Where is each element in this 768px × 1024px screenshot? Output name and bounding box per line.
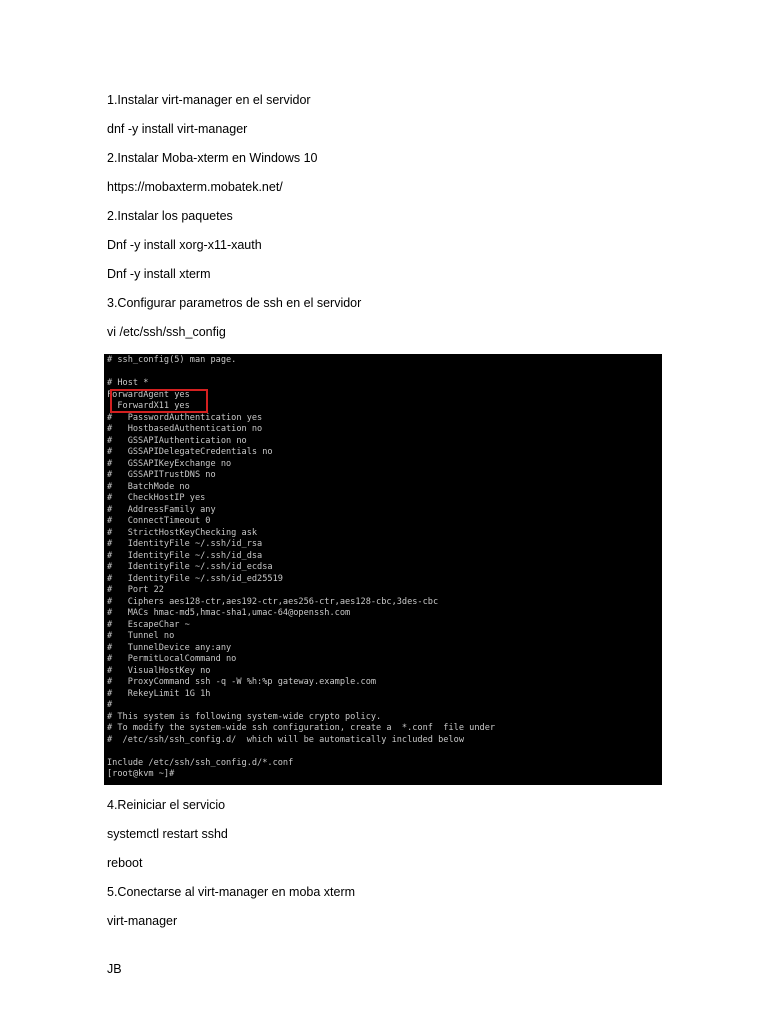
terminal-screenshot (104, 354, 662, 785)
terminal-line: # IdentityFile ~/.ssh/id_rsa (107, 539, 263, 549)
terminal-line: # VisualHostKey no (107, 665, 211, 676)
author-initials: JB (107, 962, 122, 976)
virt-manager-command: virt-manager (107, 914, 178, 928)
restart-sshd-command: systemctl restart sshd (107, 827, 228, 841)
terminal-line: # CheckHostIP yes (107, 493, 206, 503)
terminal-line: # /etc/ssh/ssh_config.d/ which will be automatically included below (107, 734, 464, 745)
step-3-heading: 3.Configurar parametros de ssh en el servidor (107, 296, 362, 310)
terminal-line: # BatchMode no (107, 481, 190, 492)
terminal-line: # IdentityFile ~/.ssh/id_ed25519 (107, 573, 283, 584)
terminal-line: # (107, 700, 113, 710)
terminal-line: # AddressFamily any (107, 504, 216, 515)
step-2b-heading: 2.Instalar los paquetes (107, 209, 233, 223)
download-url: https://mobaxterm.mobatek.net/ (107, 180, 283, 194)
terminal-line: # GSSAPIDelegateCredentials no (107, 447, 273, 457)
terminal-line: # IdentityFile ~/.ssh/id_dsa (107, 550, 263, 561)
terminal-line: # GSSAPIKeyExchange no (107, 458, 232, 469)
terminal-line: # HostbasedAuthentication no (107, 424, 263, 434)
step-2-heading: 2.Instalar Moba-xterm en Windows 10 (107, 151, 318, 165)
terminal-line: # ConnectTimeout 0 (107, 516, 211, 526)
terminal-line: ForwardAgent yes (107, 389, 190, 400)
forward-options-highlight (110, 389, 208, 413)
edit-config-command: vi /etc/ssh/ssh_config (107, 325, 226, 339)
terminal-line: [root@kvm ~]# (107, 769, 175, 779)
terminal-line: ForwardX11 yes (107, 401, 190, 411)
terminal-line: # GSSAPIAuthentication no (107, 435, 247, 446)
reboot-command: reboot (107, 856, 143, 870)
terminal-line: # StrictHostKeyChecking ask (107, 527, 258, 538)
terminal-line: # Port 22 (107, 585, 164, 595)
install-xterm-command: Dnf -y install xterm (107, 267, 211, 281)
terminal-line: Include /etc/ssh/ssh_config.d/*.conf (107, 757, 294, 768)
terminal-line: # GSSAPITrustDNS no (107, 470, 216, 480)
terminal-line: # RekeyLimit 1G 1h (107, 688, 211, 699)
terminal-line: # Tunnel no (107, 631, 175, 641)
terminal-line: # ssh_config(5) man page. (107, 355, 237, 365)
step-1-heading: 1.Instalar virt-manager en el servidor (107, 93, 311, 107)
step-5-heading: 5.Conectarse al virt-manager en moba xterm (107, 885, 356, 899)
step-1-command: dnf -y install virt-manager (107, 122, 248, 136)
terminal-line: # MACs hmac-md5,hmac-sha1,umac-64@openssh.com (107, 608, 351, 618)
terminal-line: # Ciphers aes128-ctr,aes192-ctr,aes256-ctr,aes128-cbc,3des-cbc (107, 596, 439, 607)
terminal-line: # TunnelDevice any:any (107, 642, 232, 653)
terminal-line: # To modify the system-wide ssh configuration, create a *.conf file under (107, 723, 496, 733)
terminal-line: # IdentityFile ~/.ssh/id_ecdsa (107, 562, 273, 572)
terminal-line: # ProxyCommand ssh -q -W %h:%p gateway.example.com (107, 677, 377, 687)
terminal-line: # This system is following system-wide crypto policy. (107, 711, 382, 722)
step-4-heading: 4.Reiniciar el servicio (107, 798, 226, 812)
terminal-line: # PasswordAuthentication yes (107, 412, 263, 423)
install-xauth-command: Dnf -y install xorg-x11-xauth (107, 238, 262, 252)
terminal-line: # EscapeChar ~ (107, 619, 190, 630)
terminal-line: # PermitLocalCommand no (107, 654, 237, 664)
terminal-line: # Host * (107, 378, 149, 388)
